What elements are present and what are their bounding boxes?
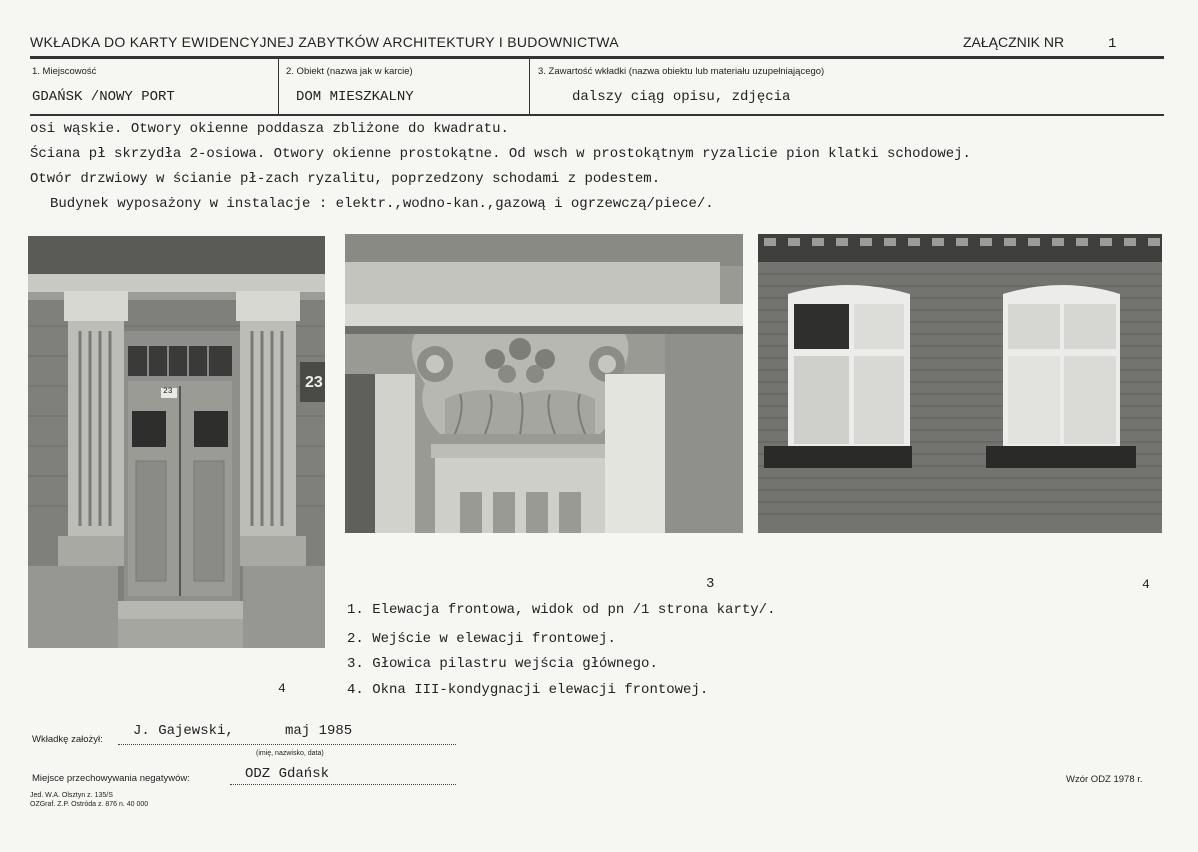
print-info-2: OZGraf. Z.P. Ostróda z. 876 n. 40 000 [30, 801, 149, 808]
prepared-date: maj 1985 [285, 723, 353, 739]
prepared-line [118, 744, 456, 745]
fields-rule [30, 114, 1164, 116]
entrance-photo [28, 236, 325, 648]
form-version: Wzór ODZ 1978 r. [1066, 774, 1143, 785]
negatives-line [230, 784, 456, 785]
house-number-plate: 23 [305, 374, 323, 391]
caption-4: 4. Okna III-kondygnacji elewacji frontowej. [347, 682, 709, 698]
header-rule [30, 56, 1164, 59]
entrance-photo-image [28, 236, 325, 648]
field-divider [278, 59, 279, 114]
locality-value: GDAŃSK /NOWY PORT [32, 89, 175, 105]
caption-3: 3. Głowica pilastru wejścia głównego. [347, 656, 658, 672]
description-line: osi wąskie. Otwory okienne poddasza zbliżone do kwadratu. [30, 121, 509, 137]
photo-number-2: 4 [278, 681, 286, 696]
negatives-location: ODZ Gdańsk [245, 766, 330, 782]
print-info-1: Jed. W.A. Olsztyn z. 135/S [30, 792, 113, 799]
photo-number-3: 3 [706, 576, 715, 592]
content-label: 3. Zawartość wkładki (nazwa obiektu lub materiału uzupełniającego) [538, 66, 825, 77]
caption-2: 2. Wejście w elewacji frontowej. [347, 631, 616, 647]
windows-photo [758, 234, 1162, 533]
photo-number-4: 4 [1142, 577, 1150, 592]
windows-photo-image [758, 234, 1162, 533]
locality-label: 1. Miejscowość [32, 66, 97, 77]
object-label: 2. Obiekt (nazwa jak w karcie) [286, 66, 413, 77]
annex-number: 1 [1108, 36, 1117, 52]
annex-label: ZAŁĄCZNIK NR [963, 34, 1065, 50]
content-value: dalszy ciąg opisu, zdjęcia [572, 89, 791, 105]
description-line: Otwór drzwiowy w ścianie pł-zach ryzalitu, poprzedzony schodami z podestem. [30, 171, 661, 187]
card-title: WKŁADKA DO KARTY EWIDENCYJNEJ ZABYTKÓW ARCHITEKTURY I BUDOWNICTWA [30, 34, 619, 50]
capital-photo [345, 234, 743, 533]
prepared-hint: (imię, nazwisko, data) [256, 750, 324, 757]
caption-1: 1. Elewacja frontowa, widok od pn /1 strona karty/. [347, 602, 776, 618]
description-line: Ściana pł skrzydła 2-osiowa. Otwory okienne prostokątne. Od wsch w prostokątnym ryzalicie pion klatki schodowej. [30, 146, 971, 162]
object-value: DOM MIESZKALNY [296, 89, 414, 105]
prepared-label: Wkładkę założył: [32, 734, 103, 745]
door-number: 23 [163, 387, 173, 396]
prepared-by: J. Gajewski, [133, 723, 234, 739]
description-line: Budynek wyposażony w instalacje : elektr.,wodno-kan.,gazową i ogrzewczą/piece/. [50, 196, 714, 212]
negatives-label: Miejsce przechowywania negatywów: [32, 773, 190, 784]
field-divider [529, 59, 530, 114]
capital-photo-image [345, 234, 743, 533]
